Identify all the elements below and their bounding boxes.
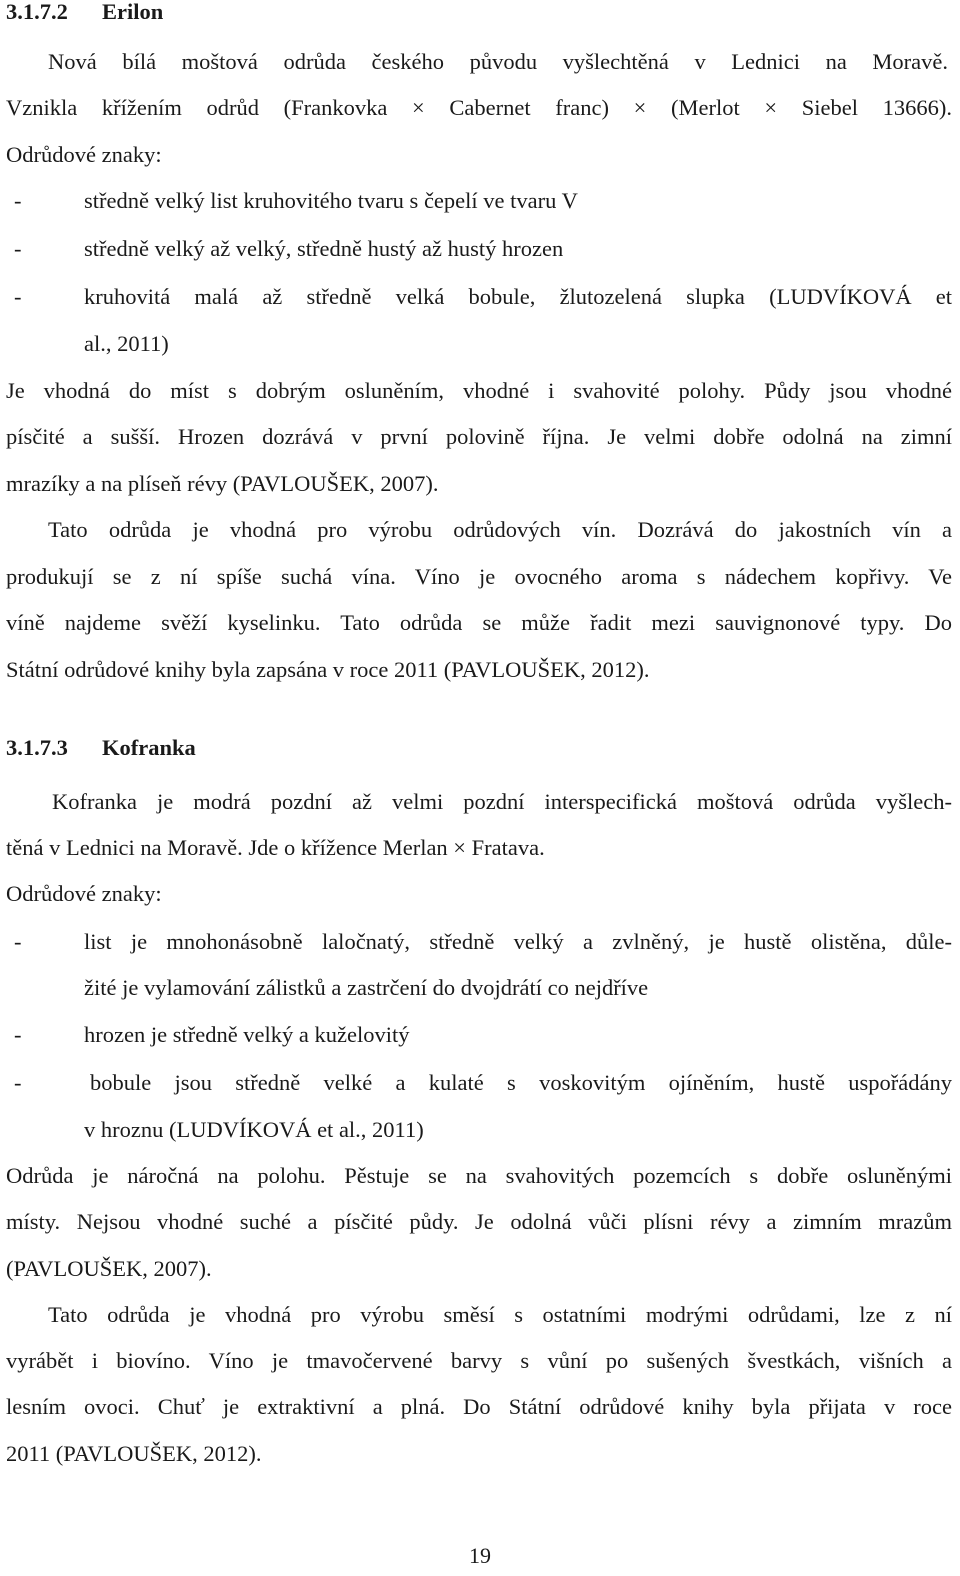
paragraph-line: písčité a sušší. Hrozen dozrává v první polovině října. Je velmi dobře odolná na zimní — [6, 424, 952, 449]
dash-bullet: - — [14, 188, 22, 213]
list-item: středně velký až velký, středně hustý až hustý hrozen — [84, 236, 564, 261]
paragraph-line: Odrůda je náročná na polohu. Pěstuje se na svahovitých pozemcích s dobře osluněnými — [6, 1163, 952, 1188]
paragraph-line: produkují se z ní spíše suchá vína. Víno je ovocného aroma s nádechem kopřivy. Ve — [6, 564, 952, 589]
section-number: 3.1.7.3 — [6, 735, 68, 760]
dash-bullet: - — [14, 1022, 22, 1047]
paragraph-line: (PAVLOUŠEK, 2007). — [6, 1256, 212, 1281]
traits-label: Odrůdové znaky: — [6, 881, 162, 906]
section-heading-kofranka — [6, 733, 952, 763]
paragraph-line: Vznikla křížením odrůd (Frankovka × Cabernet franc) × (Merlot × Siebel 13666). — [6, 95, 952, 120]
list-item: kruhovitá malá až středně velká bobule, žlutozelená slupka (LUDVÍKOVÁ et — [84, 284, 952, 309]
paragraph-line: Nová bílá moštová odrůda českého původu vyšlechtěná v Lednici na Moravě. — [48, 49, 948, 74]
dash-bullet: - — [14, 284, 22, 309]
paragraph-line: víně najdeme svěží kyselinku. Tato odrůda se může řadit mezi sauvignonové typy. Do — [6, 610, 952, 635]
dash-bullet: - — [14, 236, 22, 261]
section-number: 3.1.7.2 — [6, 0, 68, 24]
dash-bullet: - — [14, 1070, 22, 1095]
paragraph-line: lesním ovoci. Chuť je extraktivní a plná. Do Státní odrůdové knihy byla přijata v roce — [6, 1394, 952, 1419]
paragraph-line: Kofranka je modrá pozdní až velmi pozdní interspecifická moštová odrůda vyšlech- — [52, 789, 952, 814]
list-item: středně velký list kruhovitého tvaru s čepelí ve tvaru V — [84, 188, 578, 213]
list-item: hrozen je středně velký a kuželovitý — [84, 1022, 410, 1047]
paragraph-line: místy. Nejsou vhodné suché a písčité půdy. Je odolná vůči plísni révy a zimním mrazům — [6, 1209, 952, 1234]
paragraph-line: 2011 (PAVLOUŠEK, 2012). — [6, 1441, 262, 1466]
paragraph-line: vyrábět i biovíno. Víno je tmavočervené barvy s vůní po sušených švestkách, višních a — [6, 1348, 952, 1373]
paragraph-line: Tato odrůda je vhodná pro výrobu odrůdových vín. Dozrává do jakostních vín a — [48, 517, 952, 542]
list-item-continuation: al., 2011) — [84, 331, 169, 356]
paragraph-line: mrazíky a na plíseň révy (PAVLOUŠEK, 2007). — [6, 471, 439, 496]
page-number: 19 — [469, 1543, 491, 1568]
section-heading-erilon — [6, 0, 952, 27]
section-title: Kofranka — [102, 735, 196, 760]
paragraph-line: Je vhodná do míst s dobrým osluněním, vhodné i svahovité polohy. Půdy jsou vhodné — [6, 378, 952, 403]
list-item-continuation: žité je vylamování zálistků a zastrčení do dvojdrátí co nejdříve — [84, 975, 649, 1000]
paragraph-line: Tato odrůda je vhodná pro výrobu směsí s ostatními modrými odrůdami, lze z ní — [48, 1302, 952, 1327]
paragraph-line: těná v Lednici na Moravě. Jde o křížence Merlan × Fratava. — [6, 835, 545, 860]
dash-bullet: - — [14, 929, 22, 954]
list-item-continuation: v hroznu (LUDVÍKOVÁ et al., 2011) — [84, 1117, 424, 1142]
paragraph-line: Státní odrůdové knihy byla zapsána v roce 2011 (PAVLOUŠEK, 2012). — [6, 657, 650, 682]
traits-label: Odrůdové znaky: — [6, 142, 162, 167]
list-item: bobule jsou středně velké a kulaté s voskovitým ojíněním, hustě uspořádány — [90, 1070, 952, 1095]
list-item: list je mnohonásobně laločnatý, středně velký a zvlněný, je hustě olistěna, důle- — [84, 929, 952, 954]
section-title: Erilon — [102, 0, 164, 24]
